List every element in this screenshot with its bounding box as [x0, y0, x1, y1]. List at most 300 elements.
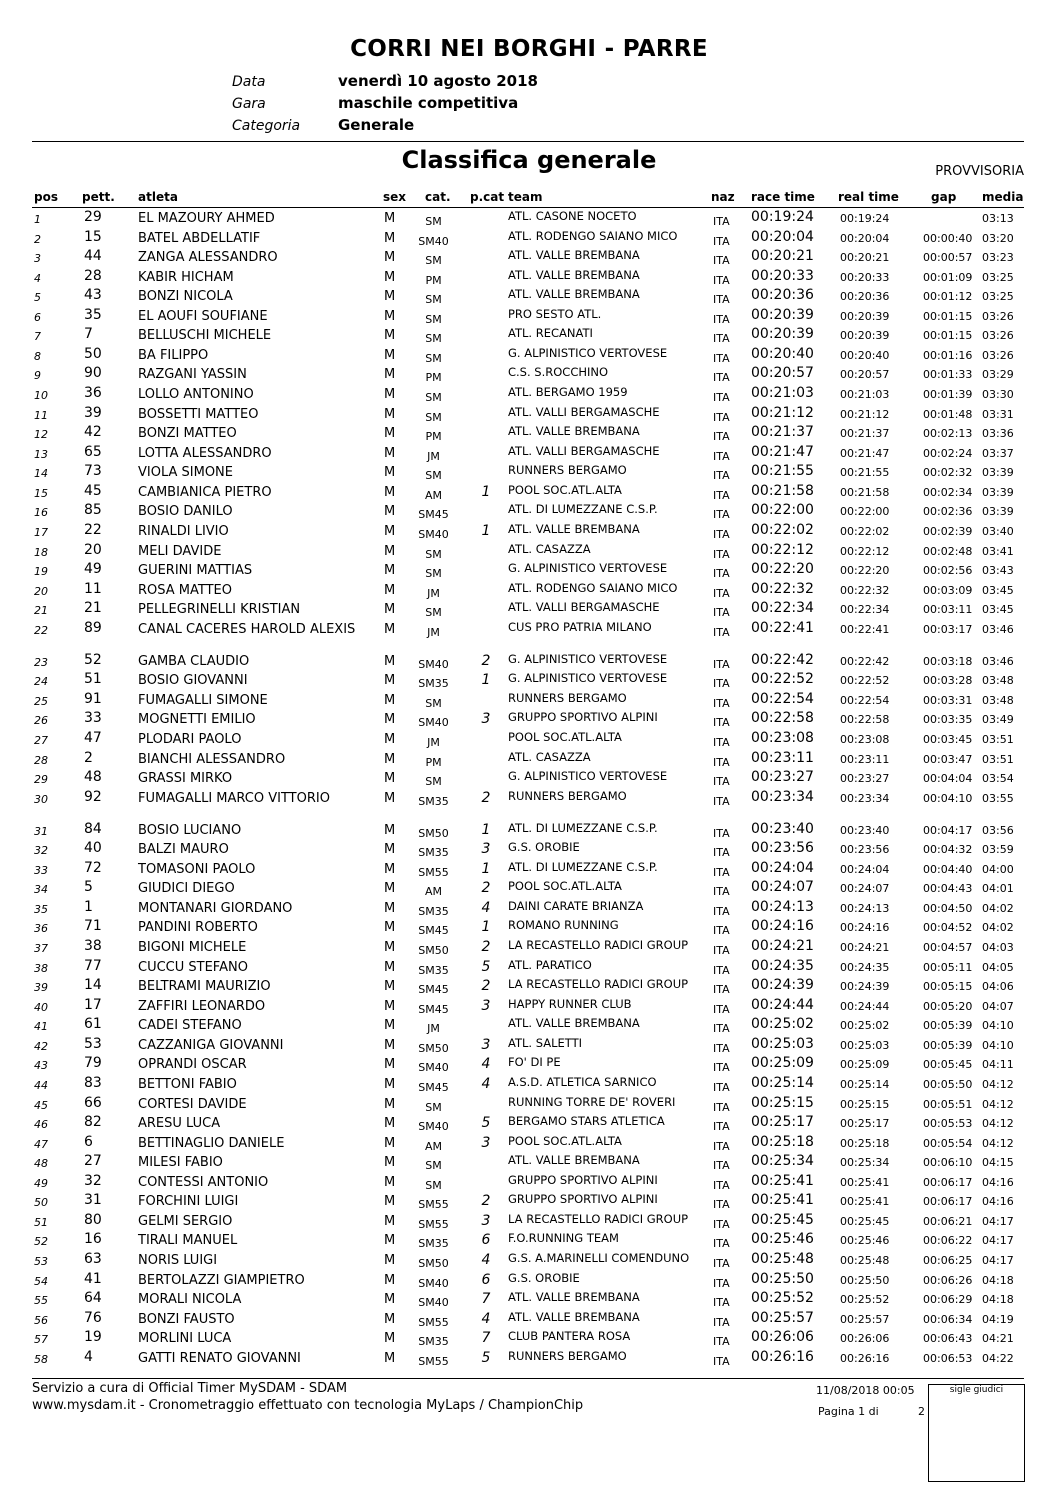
- nationality-cell: ITA: [713, 794, 730, 808]
- nationality-cell: ITA: [713, 567, 730, 581]
- real-time-cell: 00:25:17: [840, 1117, 890, 1131]
- gap-cell: 00:05:20: [923, 999, 973, 1013]
- table-row: [0, 750, 1058, 769]
- nationality-cell: ITA: [713, 1139, 730, 1153]
- team-cell: G. ALPINISTICO VERTOVESE: [508, 671, 668, 686]
- race-time-cell: 00:25:02: [751, 1016, 814, 1033]
- category-cell: SM35: [418, 963, 449, 977]
- team-cell: POOL SOC.ATL.ALTA: [508, 1133, 622, 1148]
- sex-cell: M: [384, 347, 396, 363]
- pace-cell: 03:48: [982, 693, 1014, 707]
- nationality-cell: ITA: [713, 430, 730, 444]
- category-cell: SM: [425, 775, 442, 789]
- category-cell: SM: [425, 351, 442, 365]
- position-cell: 15: [34, 486, 48, 500]
- real-time-cell: 00:24:44: [840, 999, 890, 1013]
- sex-cell: M: [384, 822, 396, 838]
- table-row: [0, 1075, 1058, 1094]
- athlete-name-cell: FUMAGALLI MARCO VITTORIO: [138, 790, 330, 806]
- athlete-name-cell: EL MAZOURY AHMED: [138, 211, 275, 226]
- nationality-cell: ITA: [713, 1276, 730, 1290]
- position-cell: 4: [34, 271, 41, 285]
- athlete-name-cell: BOSIO GIOVANNI: [138, 673, 248, 689]
- athlete-name-cell: CUCCU STEFANO: [138, 959, 248, 975]
- bib-cell: 33: [84, 710, 102, 727]
- team-cell: ATL. VALLE BREMBANA: [508, 424, 640, 439]
- table-row: [0, 1290, 1058, 1309]
- bib-cell: 28: [84, 267, 102, 284]
- category-cell: PM: [425, 755, 442, 769]
- bib-cell: 1: [84, 898, 93, 915]
- bib-cell: 11: [84, 580, 102, 597]
- category-cell: SM50: [418, 826, 449, 840]
- category-cell: SM35: [418, 1237, 449, 1251]
- sex-cell: M: [384, 504, 396, 520]
- athlete-name-cell: BOSIO LUCIANO: [138, 822, 242, 838]
- category-cell: JM: [427, 586, 440, 600]
- team-cell: POOL SOC.ATL.ALTA: [508, 482, 622, 497]
- nationality-cell: ITA: [713, 736, 730, 749]
- gap-cell: 00:01:09: [923, 270, 973, 284]
- athlete-name-cell: NORIS LUIGI: [138, 1253, 218, 1268]
- race-time-cell: 00:24:07: [751, 879, 814, 896]
- gap-cell: 00:05:50: [923, 1077, 973, 1091]
- footer-website: www.mysdam.it - Cronometraggio effettuato con tecnologia MyLaps / ChampionChip: [32, 1398, 584, 1413]
- position-cell: 41: [34, 1020, 48, 1034]
- bib-cell: 90: [84, 365, 102, 382]
- category-cell: SM: [425, 469, 442, 483]
- bib-cell: 51: [84, 671, 102, 688]
- real-time-cell: 00:24:35: [840, 960, 890, 974]
- race-time-cell: 00:20:40: [751, 345, 814, 362]
- pace-cell: 03:25: [982, 290, 1014, 304]
- athlete-name-cell: BA FILIPPO: [138, 347, 209, 363]
- position-cell: 8: [34, 349, 41, 363]
- sex-cell: M: [384, 367, 396, 383]
- sex-cell: M: [384, 484, 396, 500]
- gap-cell: 00:06:29: [923, 1293, 973, 1307]
- team-cell: ATL. VALLE BREMBANA: [508, 1309, 640, 1324]
- pace-cell: 03:29: [982, 368, 1014, 382]
- race-time-cell: 00:23:56: [751, 840, 814, 857]
- athlete-name-cell: GIUDICI DIEGO: [138, 881, 235, 897]
- category-cell: AM: [424, 885, 442, 899]
- bib-cell: 83: [84, 1074, 102, 1091]
- position-cell: 55: [34, 1294, 48, 1308]
- gap-cell: 00:00:40: [923, 231, 973, 245]
- gap-cell: 00:01:15: [923, 309, 973, 323]
- category-cell: SM45: [418, 508, 449, 522]
- real-time-cell: 00:22:54: [840, 693, 890, 707]
- table-row: [0, 918, 1058, 937]
- team-cell: ATL. RODENGO SAIANO MICO: [508, 580, 678, 595]
- race-time-cell: 00:22:58: [751, 710, 814, 727]
- team-cell: RUNNERS BERGAMO: [508, 788, 627, 803]
- nationality-cell: ITA: [713, 625, 730, 639]
- category-rank-cell: 1: [481, 483, 491, 500]
- sex-cell: M: [384, 465, 396, 481]
- bib-cell: 4: [84, 1348, 93, 1365]
- nationality-cell: ITA: [713, 963, 730, 977]
- sex-cell: M: [384, 289, 396, 305]
- table-row: [0, 730, 1058, 749]
- athlete-name-cell: ARESU LUCA: [138, 1116, 221, 1132]
- athlete-name-cell: PELLEGRINELLI KRISTIAN: [138, 602, 301, 618]
- category-cell: AM: [424, 488, 442, 502]
- athlete-name-cell: BONZI MATTEO: [138, 426, 237, 442]
- real-time-cell: 00:25:52: [840, 1293, 890, 1307]
- nationality-cell: ITA: [713, 606, 730, 620]
- table-row: [0, 1055, 1058, 1074]
- race-time-cell: 00:25:52: [751, 1290, 814, 1307]
- sex-cell: M: [384, 1037, 396, 1053]
- position-cell: 31: [34, 824, 48, 838]
- gap-cell: 00:02:24: [923, 446, 973, 460]
- bib-cell: 32: [84, 1172, 102, 1189]
- athlete-name-cell: BONZI FAUSTO: [138, 1311, 235, 1327]
- nationality-cell: ITA: [713, 904, 730, 918]
- race-time-cell: 00:23:27: [751, 769, 814, 786]
- category-cell: SM35: [418, 904, 449, 918]
- nationality-cell: ITA: [713, 944, 730, 958]
- category-rank-cell: 5: [481, 958, 491, 975]
- bib-cell: 21: [84, 600, 102, 617]
- real-time-cell: 00:22:00: [840, 505, 890, 519]
- table-row: [0, 561, 1058, 580]
- category-cell: SM: [425, 312, 442, 326]
- nationality-cell: ITA: [713, 865, 730, 879]
- bib-cell: 35: [84, 306, 102, 323]
- nationality-cell: ITA: [713, 696, 730, 710]
- category-rank-cell: 2: [481, 978, 491, 995]
- category-cell: SM: [425, 215, 442, 228]
- category-cell: SM40: [418, 1061, 449, 1075]
- category-rank-cell: 2: [481, 652, 491, 669]
- athlete-name-cell: FORCHINI LUIGI: [138, 1194, 239, 1210]
- team-cell: G. ALPINISTICO VERTOVESE: [508, 561, 668, 576]
- race-time-cell: 00:22:32: [751, 580, 814, 597]
- position-cell: 39: [34, 981, 48, 995]
- team-cell: ATL. SALETTI: [508, 1035, 583, 1050]
- position-cell: 35: [34, 902, 48, 916]
- bib-cell: 43: [84, 287, 102, 304]
- race-time-cell: 00:22:34: [751, 600, 814, 617]
- race-time-cell: 00:20:39: [751, 326, 814, 343]
- pace-cell: 03:25: [982, 270, 1014, 284]
- race-time-cell: 00:25:46: [751, 1231, 814, 1248]
- race-time-cell: 00:25:50: [751, 1270, 814, 1287]
- team-cell: ATL. BERGAMO 1959: [508, 385, 628, 400]
- nationality-cell: ITA: [713, 1237, 730, 1251]
- nationality-cell: ITA: [713, 657, 730, 671]
- bib-cell: 17: [84, 996, 102, 1013]
- team-cell: ATL. RECANATI: [508, 326, 593, 341]
- gap-cell: 00:02:56: [923, 564, 973, 578]
- category-cell: SM55: [418, 1198, 449, 1212]
- gap-cell: 00:05:54: [923, 1136, 973, 1150]
- table-row: [0, 1349, 1058, 1368]
- athlete-name-cell: PLODARI PAOLO: [138, 732, 242, 747]
- gap-cell: 00:05:15: [923, 980, 973, 994]
- team-cell: RUNNERS BERGAMO: [508, 1348, 627, 1363]
- position-cell: 54: [34, 1274, 48, 1288]
- nationality-cell: ITA: [713, 1159, 730, 1173]
- meta-value: Generale: [338, 116, 415, 134]
- pace-cell: 03:41: [982, 544, 1014, 558]
- position-cell: 25: [34, 694, 48, 708]
- sex-cell: M: [384, 1331, 396, 1347]
- team-cell: ATL. VALLI BERGAMASCHE: [508, 443, 660, 458]
- race-time-cell: 00:20:33: [751, 267, 814, 284]
- table-row: [0, 307, 1058, 326]
- category-rank-cell: 4: [481, 899, 491, 916]
- table-row: [0, 691, 1058, 710]
- sex-cell: M: [384, 230, 396, 246]
- gap-cell: 00:04:32: [923, 843, 973, 857]
- sex-cell: M: [384, 328, 396, 344]
- position-cell: 50: [34, 1196, 48, 1210]
- position-cell: 29: [34, 773, 48, 787]
- position-cell: 56: [34, 1313, 48, 1327]
- sex-cell: M: [384, 1194, 396, 1210]
- pace-cell: 04:02: [982, 921, 1014, 935]
- pace-cell: 03:59: [982, 843, 1014, 857]
- real-time-cell: 00:21:58: [840, 485, 890, 499]
- race-time-cell: 00:25:41: [751, 1172, 814, 1189]
- gap-cell: 00:01:48: [923, 407, 973, 421]
- bib-cell: 47: [84, 730, 102, 746]
- bib-cell: 6: [84, 1133, 93, 1150]
- position-cell: 47: [34, 1137, 48, 1151]
- pace-cell: 03:49: [982, 713, 1014, 727]
- nationality-cell: ITA: [713, 1296, 730, 1310]
- bib-cell: 92: [84, 788, 102, 805]
- real-time-cell: 00:20:21: [840, 251, 890, 265]
- bib-cell: 65: [84, 443, 102, 460]
- bib-cell: 40: [84, 840, 102, 857]
- bib-cell: 22: [84, 521, 102, 538]
- real-time-cell: 00:24:39: [840, 980, 890, 994]
- position-cell: 7: [34, 330, 41, 344]
- category-cell: SM35: [418, 677, 449, 691]
- race-time-cell: 00:24:13: [751, 898, 814, 915]
- category-cell: JM: [427, 736, 440, 749]
- gap-cell: 00:04:40: [923, 862, 973, 876]
- sex-cell: M: [384, 881, 396, 897]
- position-cell: 32: [34, 844, 48, 858]
- nationality-cell: ITA: [713, 1120, 730, 1134]
- real-time-cell: 00:20:57: [840, 368, 890, 382]
- gap-cell: 00:04:50: [923, 901, 973, 915]
- athlete-name-cell: FUMAGALLI SIMONE: [138, 692, 268, 708]
- footer-page-total: 2: [918, 1405, 925, 1418]
- real-time-cell: 00:19:24: [840, 212, 890, 225]
- sex-cell: M: [384, 900, 396, 916]
- race-time-cell: 00:19:24: [751, 209, 814, 225]
- pace-cell: 04:10: [982, 1038, 1014, 1052]
- category-rank-cell: 5: [481, 1349, 491, 1366]
- position-cell: 12: [34, 428, 48, 442]
- gap-cell: 00:06:34: [923, 1312, 973, 1326]
- pace-cell: 03:39: [982, 466, 1014, 480]
- athlete-name-cell: VIOLA SIMONE: [138, 465, 233, 481]
- race-time-cell: 00:26:06: [751, 1329, 814, 1346]
- nationality-cell: ITA: [713, 254, 730, 268]
- real-time-cell: 00:23:11: [840, 752, 890, 766]
- position-cell: 52: [34, 1235, 48, 1249]
- meta-value: venerdì 10 agosto 2018: [338, 72, 538, 90]
- pace-cell: 04:10: [982, 1019, 1014, 1033]
- team-cell: ATL. DI LUMEZZANE C.S.P.: [508, 502, 658, 517]
- athlete-name-cell: BELTRAMI MAURIZIO: [138, 979, 271, 995]
- position-cell: 48: [34, 1157, 48, 1171]
- pace-cell: 04:11: [982, 1058, 1014, 1072]
- sex-cell: M: [384, 1076, 396, 1092]
- nationality-cell: ITA: [713, 826, 730, 840]
- position-cell: 44: [34, 1078, 48, 1092]
- pace-cell: 04:12: [982, 1136, 1014, 1150]
- race-time-cell: 00:21:37: [751, 424, 814, 441]
- bib-cell: 89: [84, 619, 102, 636]
- real-time-cell: 00:20:36: [840, 290, 890, 304]
- bib-cell: 61: [84, 1016, 102, 1033]
- race-time-cell: 00:26:16: [751, 1348, 814, 1365]
- gap-cell: 00:06:25: [923, 1254, 973, 1267]
- column-header-race-time: race time: [751, 190, 815, 204]
- position-cell: 22: [34, 623, 48, 637]
- race-time-cell: 00:24:39: [751, 977, 814, 994]
- real-time-cell: 00:23:27: [840, 772, 890, 786]
- category-rank-cell: 4: [481, 1056, 491, 1073]
- footer-page-label: Pagina 1 di: [818, 1405, 879, 1418]
- table-row: [0, 1310, 1058, 1329]
- table-row: [0, 1153, 1058, 1172]
- team-cell: POOL SOC.ATL.ALTA: [508, 879, 622, 894]
- team-cell: BERGAMO STARS ATLETICA: [508, 1114, 665, 1129]
- nationality-cell: ITA: [713, 332, 730, 346]
- category-rank-cell: 7: [481, 1291, 491, 1308]
- position-cell: 19: [34, 565, 48, 579]
- nationality-cell: ITA: [713, 293, 730, 307]
- category-cell: SM50: [418, 1257, 449, 1270]
- category-cell: PM: [425, 273, 442, 287]
- table-row: [0, 789, 1058, 808]
- gap-cell: 00:01:16: [923, 348, 973, 362]
- pace-cell: 03:45: [982, 583, 1014, 597]
- position-cell: 5: [34, 291, 41, 305]
- real-time-cell: 00:21:37: [840, 427, 890, 441]
- gap-cell: 00:04:10: [923, 791, 973, 805]
- real-time-cell: 00:25:41: [840, 1175, 890, 1189]
- athlete-name-cell: GELMI SERGIO: [138, 1213, 233, 1229]
- pace-cell: 04:03: [982, 941, 1014, 955]
- gap-cell: 00:04:43: [923, 882, 973, 896]
- real-time-cell: 00:25:57: [840, 1312, 890, 1326]
- pace-cell: 04:15: [982, 1156, 1014, 1170]
- pace-cell: 04:07: [982, 999, 1014, 1013]
- position-cell: 26: [34, 714, 48, 728]
- category-cell: SM: [425, 567, 442, 581]
- table-row: [0, 769, 1058, 788]
- pace-cell: 04:17: [982, 1254, 1014, 1267]
- nationality-cell: ITA: [713, 508, 730, 522]
- table-row: [0, 860, 1058, 879]
- category-cell: SM: [425, 696, 442, 710]
- nationality-cell: ITA: [713, 1354, 730, 1368]
- position-cell: 24: [34, 675, 48, 689]
- pace-cell: 04:12: [982, 1117, 1014, 1131]
- sex-cell: M: [384, 1233, 396, 1249]
- race-time-cell: 00:25:15: [751, 1094, 814, 1111]
- gap-cell: 00:05:11: [923, 960, 973, 974]
- sex-cell: M: [384, 1135, 396, 1151]
- bib-cell: 20: [84, 541, 102, 558]
- category-cell: SM35: [418, 1335, 449, 1349]
- real-time-cell: 00:22:42: [840, 654, 890, 668]
- pace-cell: 03:51: [982, 733, 1014, 746]
- position-cell: 28: [34, 753, 48, 767]
- page-subtitle: Classifica generale: [401, 146, 657, 174]
- race-time-cell: 00:25:18: [751, 1133, 814, 1150]
- real-time-cell: 00:26:06: [840, 1332, 890, 1346]
- sex-cell: M: [384, 1213, 396, 1229]
- team-cell: ATL. DI LUMEZZANE C.S.P.: [508, 859, 658, 874]
- category-cell: SM40: [418, 716, 449, 730]
- category-rank-cell: 5: [481, 1115, 491, 1132]
- column-header-naz: naz: [711, 190, 735, 204]
- pace-cell: 04:19: [982, 1312, 1014, 1326]
- real-time-cell: 00:25:18: [840, 1136, 890, 1150]
- real-time-cell: 00:25:41: [840, 1195, 890, 1209]
- position-cell: 53: [34, 1255, 48, 1268]
- race-time-cell: 00:23:40: [751, 820, 814, 837]
- category-rank-cell: 4: [481, 1075, 491, 1092]
- real-time-cell: 00:22:58: [840, 713, 890, 727]
- real-time-cell: 00:21:03: [840, 388, 890, 402]
- sex-cell: M: [384, 732, 396, 747]
- team-cell: ATL. DI LUMEZZANE C.S.P.: [508, 820, 658, 835]
- category-rank-cell: 2: [481, 1193, 491, 1210]
- real-time-cell: 00:22:20: [840, 564, 890, 578]
- column-header-atleta: atleta: [138, 190, 178, 204]
- team-cell: ATL. VALLE BREMBANA: [508, 521, 640, 536]
- team-cell: ATL. VALLE BREMBANA: [508, 248, 640, 263]
- category-cell: SM40: [418, 657, 449, 671]
- table-row: [0, 671, 1058, 690]
- team-cell: ATL. RODENGO SAIANO MICO: [508, 228, 678, 243]
- position-cell: 27: [34, 734, 48, 747]
- sex-cell: M: [384, 426, 396, 442]
- bib-cell: 14: [84, 977, 102, 994]
- pace-cell: 03:40: [982, 524, 1014, 538]
- athlete-name-cell: MOGNETTI EMILIO: [138, 712, 256, 728]
- category-cell: SM: [425, 391, 442, 405]
- footer-timestamp: 11/08/2018 00:05: [816, 1384, 915, 1397]
- gap-cell: 00:01:39: [923, 388, 973, 402]
- table-row: [0, 405, 1058, 424]
- real-time-cell: 00:23:56: [840, 843, 890, 857]
- bib-cell: 27: [84, 1153, 102, 1170]
- bib-cell: 41: [84, 1270, 102, 1287]
- team-cell: F.O.RUNNING TEAM: [508, 1231, 619, 1246]
- table-row: [0, 821, 1058, 840]
- bib-cell: 31: [84, 1192, 102, 1209]
- position-cell: 36: [34, 922, 48, 936]
- sex-cell: M: [384, 692, 396, 708]
- sex-cell: M: [384, 1350, 396, 1366]
- real-time-cell: 00:24:07: [840, 882, 890, 896]
- bib-cell: 42: [84, 424, 102, 441]
